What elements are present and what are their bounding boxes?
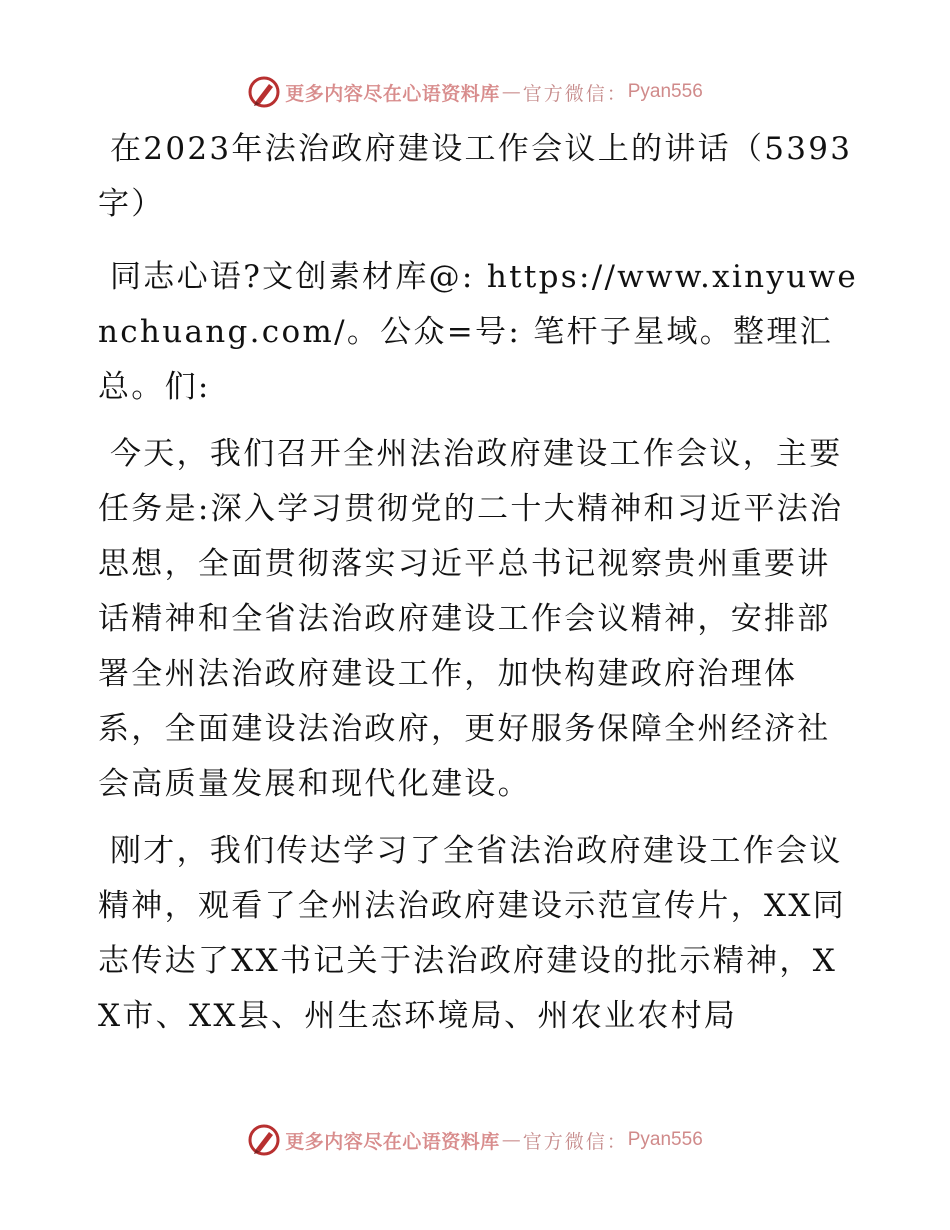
watermark-header <box>0 72 950 112</box>
watermark-label: 官方微信： <box>522 1130 628 1153</box>
watermark-wechat-id: Pyan556 <box>627 1129 703 1150</box>
watermark-footer <box>0 1120 950 1160</box>
document-title: 在2023年法治政府建设工作会议上的讲话（5393字） <box>98 131 853 222</box>
pen-circle-logo-icon <box>247 1123 281 1157</box>
watermark-label: 官方微信： <box>522 82 628 105</box>
watermark-brand: 更多内容尽在心语资料库 <box>285 82 500 105</box>
watermark-brand: 更多内容尽在心语资料库 <box>285 1130 500 1153</box>
source-note: 同志心语?文创素材库@: https://www.xinyuwenchuang.com/。公众=号: 笔杆子星域。整理汇总。们: <box>98 259 858 405</box>
paragraph: 刚才，我们传达学习了全省法治政府建设工作会议精神，观看了全州法治政府建设示范宣传片，XX同志传达了XX书记关于法治政府建设的批示精神，XX市、XX县、州生态环境局、州农业农村局 <box>98 833 847 1034</box>
watermark-separator: — <box>501 81 521 103</box>
watermark-separator: — <box>501 1129 521 1151</box>
paragraph: 今天，我们召开全州法治政府建设工作会议，主要任务是:深入学习贯彻党的二十大精神和习近平法治思想，全面贯彻落实习近平总书记视察贵州重要讲话精神和全省法治政府建设工作会议精神，安排部署全州法治政府建设工作，加快构建政府治理体系，全面建设法治政府，更好服务保障全州经济社会高质量发展和现代化建设。 <box>98 436 844 802</box>
document-body <box>98 122 858 1056</box>
pen-circle-logo-icon <box>247 75 281 109</box>
watermark-wechat-id: Pyan556 <box>627 81 703 102</box>
